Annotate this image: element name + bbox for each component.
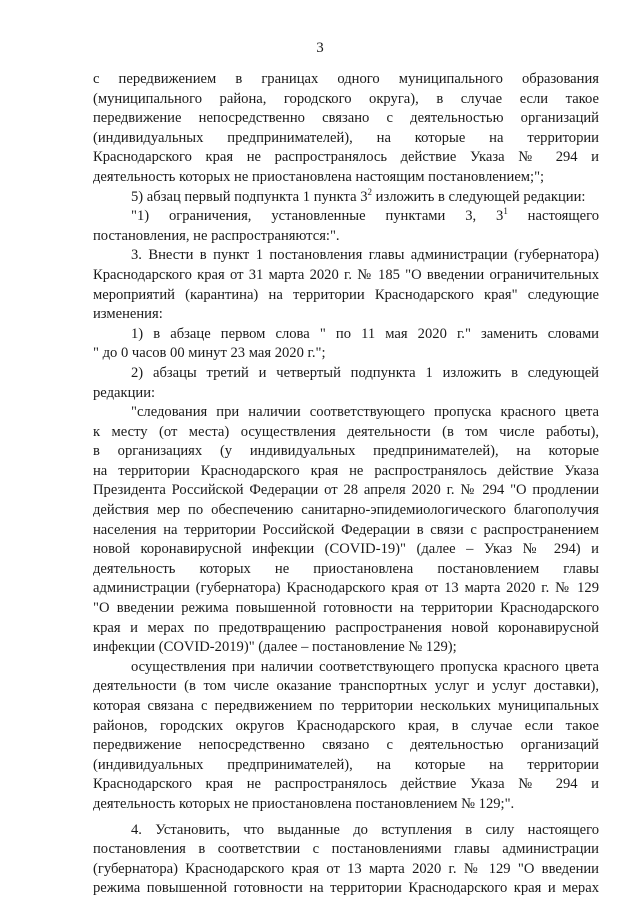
text-line: районов, городских округов Краснодарского края, в случае если такое: [93, 717, 599, 734]
text-line: населения на территории Российской Федерации в связи с распространением: [93, 521, 599, 538]
text-line: передвижение непосредственно связано с деятельностью организаций: [93, 110, 599, 127]
text-line: 1) в абзаце первом слова " по 11 мая 2020 г." заменить словами: [131, 325, 599, 342]
text-line: инфекции (COVID-2019)" (далее – постановление № 129);: [93, 639, 457, 656]
paragraph-continuation: [93, 70, 599, 188]
text-line: администрации (губернатора) Краснодарского края от 13 марта 2020 г. № 129: [93, 580, 599, 597]
text-line: Краснодарского края от 31 марта 2020 г. № 185 "О введении ограничительных: [93, 266, 599, 283]
text-line: Президента Российской Федерации от 28 апреля 2020 г. № 294 "О продлении: [93, 482, 599, 499]
text-line: " до 0 часов 00 минут 23 мая 2020 г.";: [93, 345, 326, 362]
text-line: (индивидуальных предпринимателей), на которые на территории: [93, 129, 599, 146]
text-line: (губернатора) Краснодарского края от 13 марта 2020 г. № 129 "О введении: [93, 860, 599, 877]
text-line: "следования при наличии соответствующего пропуска красного цвета: [131, 404, 599, 421]
text-line: 2) абзацы третий и четвертый подпункта 1 изложить в следующей: [131, 364, 599, 381]
text-line: действия мер по обеспечению санитарно-эпидемиологического благополучия: [93, 502, 599, 519]
paragraph-item-5: [93, 188, 599, 208]
text-line: с передвижением в границах одного муниципального образования: [93, 71, 599, 87]
text-line: на территории Краснодарского края не распространялось действие Указа: [93, 462, 599, 479]
text-line: 4. Установить, что выданные до вступления в силу настоящего: [131, 821, 599, 838]
text-line: которая связана с передвижением по территории нескольких муниципальных: [93, 698, 599, 714]
text-line: деятельность которых не приостановлена постановлением главы: [93, 560, 599, 577]
text-line: Краснодарского края не распространялось действие Указа № 294 и: [93, 149, 599, 166]
text-line: 5) абзац первый подпункта 1 пункта $3^2$ изложить в следующей редакции:: [131, 186, 586, 205]
text-line: Краснодарского края не распространялось действие Указа № 294 и: [93, 776, 599, 793]
text-line: редакции:: [93, 384, 156, 401]
page-number: 3: [316, 40, 324, 56]
text-line: 3. Внести в пункт 1 постановления главы администрации (губернатора): [131, 247, 599, 264]
paragraph-quoted-following: [93, 403, 599, 658]
text-line: деятельности (в том числе оказание транспортных услуг и услуг доставки),: [93, 678, 599, 695]
text-line: осуществления при наличии соответствующего пропуска красного цвета: [131, 658, 599, 675]
document-body: [93, 70, 599, 899]
text-line: "1) ограничения, установленные пунктами 3, $3^1$ настоящего: [131, 206, 599, 225]
text-line: мероприятий (карантина) на территории Краснодарского края" следующие: [93, 286, 599, 303]
text-line: "О введении режима повышенной готовности на территории Краснодарского: [93, 600, 599, 617]
paragraph-quoted-carrying-out: [93, 658, 599, 815]
paragraph-section-4: [93, 821, 599, 899]
text-line: деятельность которых не приостановлена настоящим постановлением;";: [93, 168, 545, 185]
text-line: (муниципального района, городского округа), в случае если такое: [93, 90, 599, 107]
paragraph-section-3: [93, 246, 599, 324]
text-line: деятельность которых не приостановлена постановлением № 129;".: [93, 795, 515, 812]
text-line: передвижение непосредственно связано с деятельностью организаций: [93, 737, 599, 754]
text-line: края и мерах по предотвращению распространения новой коронавирусной: [93, 619, 599, 636]
text-line: к месту (от места) осуществления деятельности (в том числе работы),: [93, 423, 599, 440]
paragraph-subitem-2: [93, 364, 599, 403]
paragraph-subitem-1: [93, 325, 599, 364]
text-line: постановления, не распространяются:".: [93, 227, 340, 244]
text-line: изменения:: [93, 306, 163, 323]
text-line: новой коронавирусной инфекции (COVID-19)" (далее – Указ № 294) и: [93, 541, 599, 558]
paragraph-quoted-item-1: [93, 207, 599, 246]
text-line: постановления в соответствии с постановлениями главы администрации: [93, 841, 599, 858]
text-line: режима повышенной готовности на территории Краснодарского края и мерах: [93, 880, 599, 897]
text-line: в организациях (у индивидуальных предпринимателей), на которые: [93, 443, 599, 460]
text-line: (индивидуальных предпринимателей), на которые на территории: [93, 756, 599, 773]
